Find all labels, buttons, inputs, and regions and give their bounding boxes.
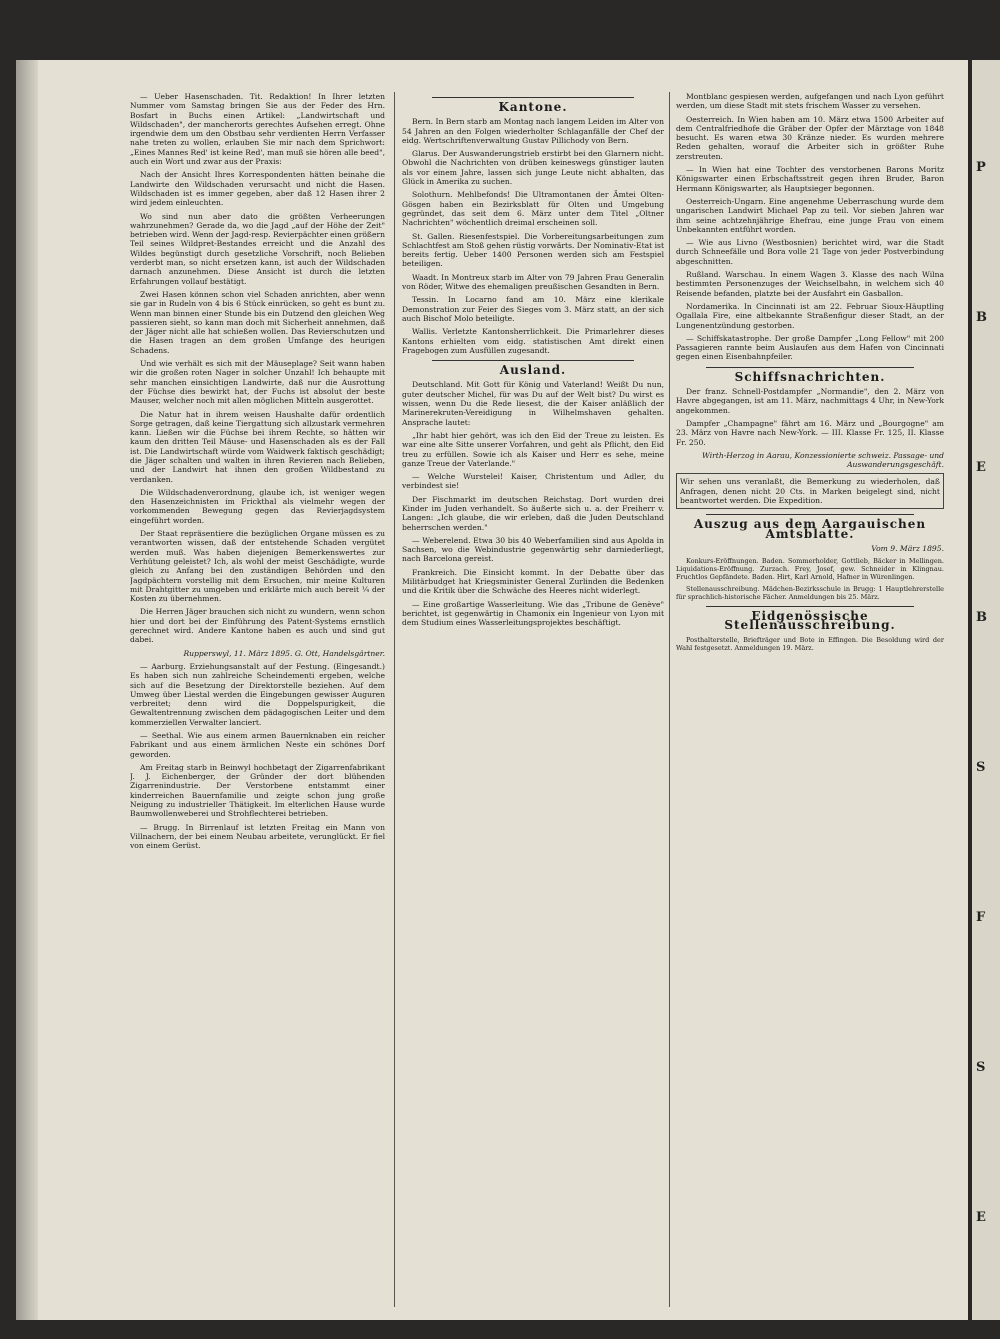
adjacent-page-edge (972, 60, 1000, 1320)
column-rule (394, 92, 395, 1307)
adjacent-page-fragment: B (976, 310, 987, 325)
article-paragraph: Der Staat repräsentiere die bezüglichen Organe müssen es zu verantworten wissen, daß der entstehende Schaden vergütet werden muß. Was haben diejenigen Bemerkenswertes zur Verhütung geleistet? Ich, als wohl der meist Geschädigte, wurde gleich zu Anfang bei den zuständigen Behörden und den Jagdpächtern vorstellig mit dem Ersuchen, mir meine Kulturen mit Drahtgitter zu umgeben und erklärte mich auch bereit ¼ der Kosten zu übernehmen. (130, 529, 385, 604)
notice-box: Wir sehen uns veranlaßt, die Bemerkung zu wiederholen, daß Anfragen, denen nicht 20 Cts. in Marken beigelegt sind, nicht beantwortet werden. Die Expedition. (676, 473, 944, 509)
adjacent-page-fragment: P (976, 160, 986, 175)
article-paragraph: Rußland. Warschau. In einem Wagen 3. Klasse des nach Wilna bestimmten Personenzuges der Weichselbahn, in welchem sich 40 Reisende befanden, platzte bei der Ausfahrt ein Gasballon. (676, 270, 944, 298)
adjacent-page-fragment: S (976, 1060, 986, 1075)
heading-rule (706, 514, 914, 515)
article-paragraph: Wallis. Verletzte Kantonsherrlichkeit. Die Primarlehrer dieses Kantons erhielten vom eidg. statistischen Amt direkt einen Fragebogen zum Ausfüllen zugesandt. (402, 327, 664, 355)
article-paragraph: Die Natur hat in ihrem weisen Haushalte dafür ordentlich Sorge getragen, daß keine Tiergattung sich allzustark vermehren kann. Ließen wir die Füchse bei ihrem Rechte, so hätten wir kaum den dritten Teil Mäuse- und Hasenschaden als es der Fall ist. Die Landwirtschaft würde vom Waidwerk faktisch geschädigt; die Jäger schalten und walten in ihren Revieren nach Belieben, und der Landwirt hat ihnen den großen Wildbestand zu verdanken. (130, 409, 385, 484)
column-rule (669, 92, 670, 1307)
article-paragraph: — Wie aus Livno (Westbosnien) berichtet wird, war die Stadt durch Schneefälle und Bora volle 21 Tage von jeder Postverbindung abgeschnitten. (676, 238, 944, 266)
official-notice: Posthalterstelle, Briefträger und Bote in Effingen. Die Besoldung wird der Wahl festgesetzt. Anmeldungen 19. März. (676, 635, 944, 652)
signature-line: Rupperswyl, 11. März 1895. G. Ott, Handelsgärtner. (183, 648, 385, 658)
article-paragraph: Zwei Hasen können schon viel Schaden anrichten, aber wenn sie gar in Rudeln von 4 bis 6 Stück einrücken, so geht es bunt zu. Wenn man binnen einer Stunde bis ein Dutzend den gleichen Weg passieren sieht, so kann man doch mit Sicherheit annehmen, daß der Jäger nicht alle hat schießen wollen. Das Revierschutzen und die Hasen tragen an dem großen Umfange des heurigen Schadens. (130, 289, 385, 355)
article-paragraph: Glarus. Der Auswanderungstrieb erstirbt bei den Glarnern nicht. Obwohl die Nachrichten von drüben keineswegs günstiger lauten als vor einem Jahre, lassen sich junge Leute nicht abhalten, das Glück in Amerika zu suchen. (402, 149, 664, 187)
article-paragraph: Oesterreich-Ungarn. Eine angenehme Ueberraschung wurde dem ungarischen Landwirt Michael Pap zu teil. Vor sieben Jahren war ihm seine achtzehnjährige Ehefrau, eine junge Frau von einem Unbekannten entführt worden. (676, 196, 944, 234)
adjacent-page-fragment: F (976, 910, 986, 925)
article-paragraph: Und wie verhält es sich mit der Mäuseplage? Seit wann haben wir die großen roten Nager in solcher Unzahl! Ich behaupte mit sehr manchen einsichtigen Landwirte, daß nur die Ausrottung der Füchse dies bewirkt hat, der Fuchs ist absolut der beste Mauser, welcher noch mit allen möglichen Mitteln ausgerottet. (130, 359, 385, 406)
article-paragraph: St. Gallen. Riesenfestspiel. Die Vorbereitungsarbeitungen zum Schlachtfest am Stoß gehen rüstig vorwärts. Der Nominativ-Etat ist bereits fertig. Ueber 1400 Personen werden sich am Festspiel beteiligen. (402, 231, 664, 269)
book-gutter (16, 60, 38, 1320)
article-paragraph: Die Wildschadenverordnung, glaube ich, ist weniger wegen den Hasenzeichnisten im Frickthal als vielmehr wegen der vorkommenden Bewegung gegen das Revierjagdsystem eingeführt worden. (130, 487, 385, 525)
article-paragraph: Frankreich. Die Einsicht kommt. In der Debatte über das Militärbudget hat Kriegsminister General Zurlinden die Bedenken und die Kritik über die Schwäche des Heeres nicht widerlegt. (402, 567, 664, 596)
article-paragraph: — Aarburg. Erziehungsanstalt auf der Festung. (Eingesandt.) Es haben sich nun zahlreiche Scheindementi ergeben, welche sich auf die Besetzung der Direktorstelle beziehen. Auf dem Umweg über Liestal werden die Eingebungen gewisser Auguren verbreitet; denn wird die Doppelspurigkeit, die Gewaltentrennung zwischen dem pädagogischen Leiter und dem kommerziellen Verwalter lanciert. (130, 661, 385, 727)
column-left (130, 92, 385, 1307)
section-heading: Ausland. (499, 363, 567, 378)
article-paragraph: Tessin. In Locarno fand am 10. März eine klerikale Demonstration zur Feier des Sieges vom 3. März statt, an der sich auch Bischof Molo beteiligte. (402, 295, 664, 323)
article-paragraph: — Eine großartige Wasserleitung. Wie das „Tribune de Genève" berichtet, ist gegenwärtig in Chamonix ein Ingenieur von Lyon mit dem Studium eines Wasserleitungsprojektes beschäftigt. (402, 599, 664, 628)
article-paragraph: Nordamerika. In Cincinnati ist am 22. Februar Sioux-Häuptling Ogallala Fire, eine altbekannte Straßenfigur dieser Stadt, an der Lungenentzündung gestorben. (676, 301, 944, 330)
article-paragraph: — Schiffskatastrophe. Der große Dampfer „Long Fellow" mit 200 Passagieren rannte beim Auslaufen aus dem Hafen von Cincinnati gegen einen Eisenbahnpfeiler. (676, 333, 944, 362)
article-paragraph: Am Freitag starb in Beinwyl hochbetagt der Zigarrenfabrikant J. J. Eichenberger, der Gründer der dort blühenden Zigarrenindustrie. Der Verstorbene entstammt einer kinderreichen Bauernfamilie und zeigte schon jung große Neigung zu industrieller Thätigkeit. Im elterlichen Hause wurde Baumwollenweberei und Strohflechterei betrieben. (130, 762, 385, 819)
adjacent-page-fragment: E (976, 460, 986, 475)
adjacent-page-fragment: E (976, 1210, 986, 1225)
article-paragraph: Dampfer „Champagne" fährt am 16. März und „Bourgogne" am 23. März von Havre nach New-York. — III. Klasse Fr. 125, II. Klasse Fr. 250. (676, 418, 944, 447)
article-paragraph: — Welche Wurstelei! Kaiser, Christentum und Adler, du verbindest sie! (402, 472, 664, 491)
article-paragraph: Deutschland. Mit Gott für König und Vaterland! Weißt Du nun, guter deutscher Michel, für was Du auf der Welt bist? Du wirst es wissen, wenn Du die Rede liesest, die der Kaiser anläßlich der Marinerekruten-Vereidigung in Wilhelmshaven gehalten. Ansprache lautet: (402, 380, 664, 427)
article-paragraph: Die Herren Jäger brauchen sich nicht zu wundern, wenn schon hier und dort bei der Einführung des Patent-Systems ernstlich gerechnet wird. Andere Kantone haben es auch und sind gut dabei. (130, 607, 385, 645)
article-paragraph: — Ueber Hasenschaden. Tit. Redaktion! In Ihrer letzten Nummer vom Samstag bringen Sie aus der Feder des Hrn. Bosfart in Buchs einen Artikel: „Landwirtschaft und Wildschaden", der mancherorts gerechtes Aufsehen erregt. Ohne irgendwie dem um den Obstbau sehr verdienten Herrn Verfasser nahe treten zu wollen, erlauben Sie mir nach dem Sprichwort: „Eines Mannes Red' ist keine Red', man muß sie hören alle beed", auch ein Wort und zwar aus der Praxis: (130, 92, 385, 167)
article-paragraph: Nach der Ansicht Ihres Korrespondenten hätten beinahe die Landwirte den Wildschaden verursacht und nicht die Hasen. Wildschaden ist es immer gegeben, aber daß 12 Hasen ihrer 2 wird jedem einleuchten. (130, 170, 385, 208)
column-middle (402, 92, 664, 1307)
column-right (676, 92, 944, 1307)
article-paragraph: Waadt. In Montreux starb im Alter von 79 Jahren Frau Generalin von Röder, Witwe des ehemaligen preußischen Gesandten in Bern. (402, 272, 664, 292)
section-heading: Schiffsnachrichten. (734, 369, 886, 384)
adjacent-page-fragment: S (976, 760, 986, 775)
article-paragraph: Oesterreich. In Wien haben am 10. März etwa 1500 Arbeiter auf dem Centralfriedhofe die Gräber der Opfer der Märztage von 1848 besucht. Es waren etwa 30 Kränze nieder. Es wurden mehrere Reden gehalten, worauf die Arbeiter sich in größter Ruhe zerstreuten. (676, 114, 944, 161)
article-paragraph: Der franz. Schnell-Postdampfer „Normandie", den 2. März von Havre abgegangen, ist am 11. März, nachmittags 4 Uhr, in New-York angekommen. (676, 387, 944, 415)
official-notice: Stellenausschreibung. Mädchen-Bezirksschule in Brugg: 1 Hauptlehrerstelle für sprachlich-historische Fächer. Anmeldungen bis 25. März. (676, 585, 944, 602)
article-paragraph: Montblanc gespiesen werden, aufgefangen und nach Lyon geführt werden, um diese Stadt mit stets frischem Wasser zu versehen. (676, 92, 944, 111)
article-paragraph: „Ihr habt hier gehört, was ich den Eid der Treue zu leisten. Es war eine alte Sitte unserer Vorfahren, und geht als Pflicht, den Eid treu zu erfüllen. Sowie ich als Kaiser und Herr es sehe, meine ganze Treue der Vaterlande." (402, 430, 664, 468)
article-paragraph: — Brugg. In Birrenlauf ist letzten Freitag ein Mann von Villnachern, der bei einem Neubau arbeitete, verunglückt. Er fiel von einem Gerüst. (130, 822, 385, 851)
article-paragraph: Bern. In Bern starb am Montag nach langem Leiden im Alter von 54 Jahren an den Folgen wiederholter Schlaganfälle der Chef der eidg. Wertschriftenverwaltung Gustav Pillichody von Bern. (402, 117, 664, 145)
heading-rule (432, 360, 634, 361)
article-paragraph: Wo sind nun aber dato die größten Verheerungen wahrzunehmen? Gerade da, wo die Jagd „auf der Höhe der Zeit" betrieben wird. Wenn der Jagd-resp. Revierpächter einen größern Teil seines Wildpret-Bestandes erreicht und die Anzahl des Wildes begünstigt durch gesetzliche Vorschrift, noch Belieben verderbt man, so nicht ersetzen kann, ist auch der Wildschaden darnach anzunehmen. Diese Ansicht ist durch die letzten Erfahrungen vollauf bestätigt. (130, 211, 385, 286)
article-paragraph: — Weberelend. Etwa 30 bis 40 Weberfamilien sind aus Apolda in Sachsen, wo die Webindustrie gegenwärtig sehr darniederliegt, nach Barcelona gereist. (402, 535, 664, 564)
heading-rule (432, 97, 634, 98)
article-paragraph: Solothurn. Mehlbefonds! Die Ultramontanen der Ämtei Olten-Gösgen haben ein Bezirksblatt für Olten und Umgebung gegründet, das seit dem 6. März unter dem Titel „Oltner Nachrichten" wöchentlich dreimal erscheinen soll. (402, 190, 664, 228)
official-notice: Konkurs-Eröffnungen. Baden. Sommerholder, Gottlieb, Bäcker in Mellingen. Liquidations-Eröffnung. Zurzach. Frey, Josef, gew. Schneider in Klingnau. Fruchtlos Gepfändete. Baden. Hirt, Karl Arnold, Hafner in Würenlingen. (676, 557, 944, 582)
article-paragraph: — Seethal. Wie aus einem armen Bauernknaben ein reicher Fabrikant und aus einem ärmlichen Neste ein schönes Dorf geworden. (130, 731, 385, 759)
section-heading: Kantone. (498, 100, 568, 114)
signature-line: Wirth-Herzog in Aarau, Konzessionierte schweiz. Passage- und Auswanderungsgeschäft. (702, 450, 944, 470)
signature-line: Vom 9. März 1895. (871, 543, 944, 553)
adjacent-page-fragment: B (976, 610, 987, 625)
heading-rule (706, 606, 914, 607)
heading-rule (706, 367, 914, 368)
section-heading: Auszug aus dem Aargauischen Amtsblatte. (693, 517, 927, 541)
article-paragraph: — In Wien hat eine Tochter des verstorbenen Barons Moritz Königswarter einen Erbschaftsstreit gegen ihren Bruder, Baron Hermann Königswarter, als Hauptsieger begonnen. (676, 165, 944, 193)
section-heading: Eidgenössische Stellenausschreibung. (724, 609, 896, 633)
article-paragraph: Der Fischmarkt im deutschen Reichstag. Dort wurden drei Kinder im Juden verhandelt. So äußerte sich u. a. der Freiherr v. Langen: „Ich glaube, die wir erleben, daß die Juden Deutschland beherrschen werden." (402, 494, 664, 532)
